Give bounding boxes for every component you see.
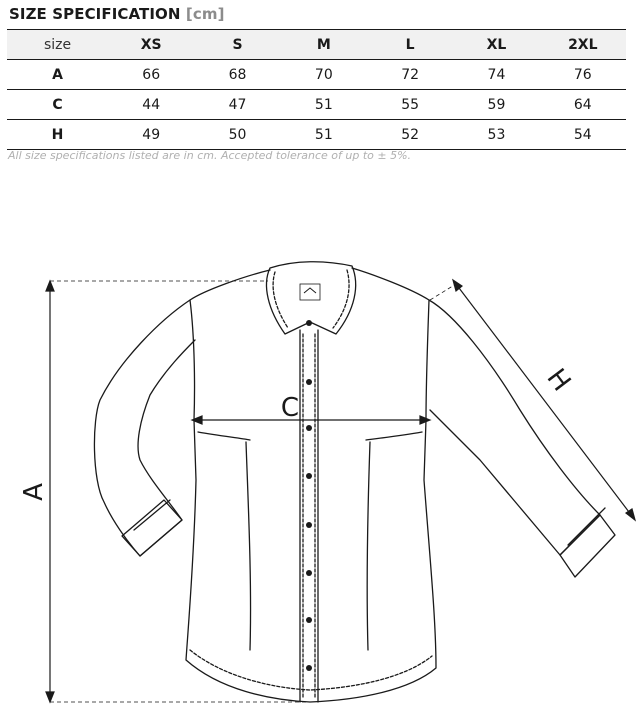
table-cell: 64 — [540, 90, 626, 120]
table-cell: 54 — [540, 120, 626, 150]
table-header-cell: XL — [453, 30, 539, 60]
table-cell: 70 — [281, 60, 367, 90]
button — [306, 320, 312, 326]
collar-stitch — [273, 270, 349, 328]
title-text: SIZE SPECIFICATION — [9, 5, 181, 23]
button — [306, 665, 312, 671]
table-cell: 50 — [194, 120, 280, 150]
chest-seam-left — [198, 432, 250, 440]
table-cell: 68 — [194, 60, 280, 90]
table-header-size: size — [7, 30, 108, 60]
table-row-label: C — [7, 90, 108, 120]
placket-stitch — [303, 334, 315, 698]
table-cell: 49 — [108, 120, 194, 150]
table-row-label: H — [7, 120, 108, 150]
button — [306, 425, 312, 431]
tolerance-note: All size specifications listed are in cm. Accepted tolerance of up to ± 5%. — [8, 149, 412, 162]
table-cell: 55 — [367, 90, 453, 120]
dimension-h-line — [456, 284, 632, 516]
button — [306, 473, 312, 479]
table-header-cell: XS — [108, 30, 194, 60]
front-dart-right — [367, 442, 370, 650]
chest-seam-right — [366, 432, 422, 440]
table-cell: 52 — [367, 120, 453, 150]
table-header-cell: S — [194, 30, 280, 60]
front-dart-left — [246, 442, 251, 650]
title-unit: [cm] — [185, 5, 225, 23]
table-cell: 51 — [281, 120, 367, 150]
table-cell: 53 — [453, 120, 539, 150]
dimension-h-label: H — [540, 363, 577, 398]
dimension-c-label: C — [280, 393, 300, 423]
collar-tag-icon — [300, 284, 320, 300]
button — [306, 379, 312, 385]
table-header-cell: L — [367, 30, 453, 60]
button — [306, 522, 312, 528]
table-cell: 59 — [453, 90, 539, 120]
table-row-label: A — [7, 60, 108, 90]
dimension-a-arrow-top — [46, 281, 54, 291]
dimension-a-arrow-bottom — [46, 692, 54, 702]
dimension-c-arrow-right — [420, 416, 430, 424]
dimension-h-extension-top — [430, 284, 456, 300]
table-cell: 44 — [108, 90, 194, 120]
collar-tag-logo — [304, 288, 316, 293]
table-cell: 66 — [108, 60, 194, 90]
button — [306, 617, 312, 623]
table-cell: 76 — [540, 60, 626, 90]
table-header-cell: 2XL — [540, 30, 626, 60]
table-cell: 72 — [367, 60, 453, 90]
shirt-body-outline — [186, 268, 436, 702]
table-cell: 51 — [281, 90, 367, 120]
right-sleeve — [429, 300, 600, 555]
dimension-a-label: A — [19, 483, 49, 501]
right-cuff — [560, 508, 615, 577]
table-cell: 74 — [453, 60, 539, 90]
button — [306, 570, 312, 576]
table-cell: 47 — [194, 90, 280, 120]
table-header-cell: M — [281, 30, 367, 60]
